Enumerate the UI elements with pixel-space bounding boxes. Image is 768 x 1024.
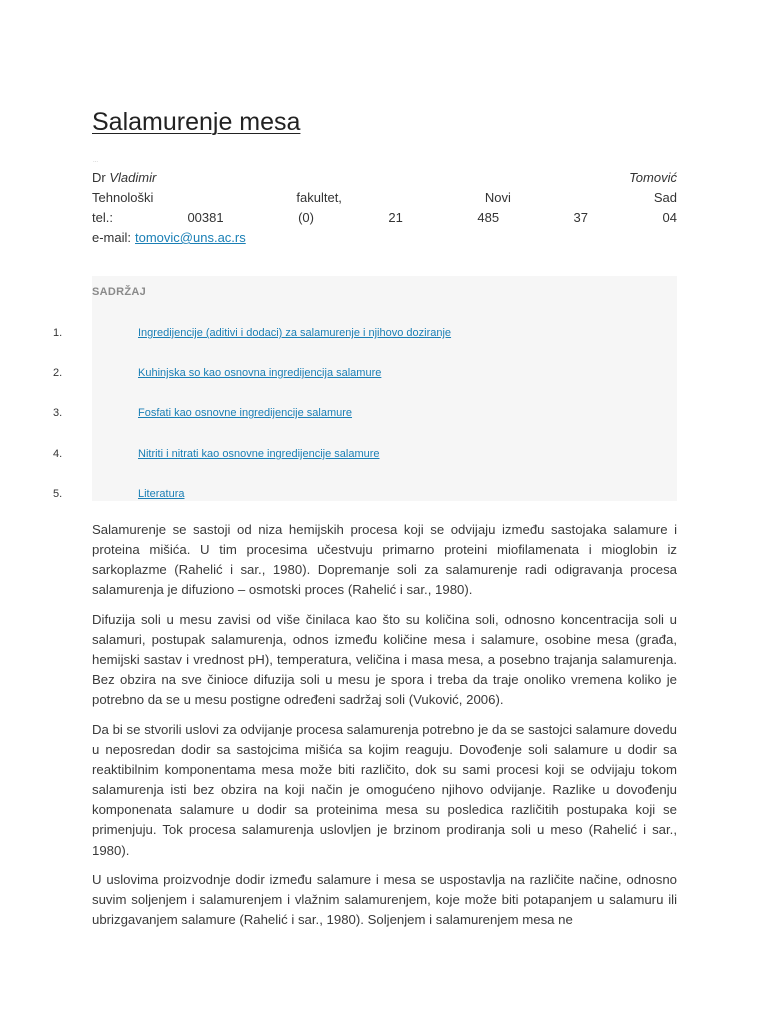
phone-part: 485 <box>477 210 500 225</box>
author-name-line <box>92 168 677 188</box>
author-phone-line <box>92 208 677 228</box>
toc-item-number: 4. <box>53 448 63 460</box>
email-label: e-mail: <box>92 230 132 245</box>
author-prefix <box>92 168 156 188</box>
author-block <box>92 168 677 248</box>
author-title: Dr <box>92 170 106 185</box>
phone-part: 37 <box>573 210 588 225</box>
toc-item-number: 5. <box>53 488 63 500</box>
toc-item <box>0 327 677 345</box>
body-paragraph: Salamurenje se sastoji od niza hemijskih procesa koji se odvijaju između sastojaka salamure i proteina mišića. U tim procesima učestvuju primarno proteini miofilamenata i mioglobin iz sarkoplazme (Rahelić i sar., 1980). Dopremanje soli za salamurenje radi odigravanja procesa salamurenja je difuziono – osmotski proces (Rahelić i sar., 1980). <box>92 522 677 598</box>
body-paragraph: Difuzija soli u mesu zavisi od više činilaca kao što su količina soli, odnosno koncentracija soli u salamuri, postupak salamurenja, odnos između količine mesa i salamure, osobine mesa (građa, hemijski sastav i vrednost pH), temperatura, veličina i masa mesa, a posebno trajanja salamurenja. Bez obzira na sve činioce difuzija soli u mesu je spora i treba da traje onoliko vremena koliko je potrebno da se u mesu postigne određeni sadržaj soli (Vuković, 2006). <box>92 612 677 708</box>
affiliation-word: Tehnološki <box>92 190 154 205</box>
affiliation-word: Sad <box>653 190 677 205</box>
author-email-line <box>92 228 677 248</box>
toc-item-number: 1. <box>53 327 63 339</box>
toc-item-link[interactable]: Ingredijencije (aditivi i dodaci) za salamurenje i njihovo doziranje <box>138 327 452 339</box>
affiliation-word: fakultet, <box>296 190 342 205</box>
toc-item-link[interactable]: Literatura <box>138 488 185 500</box>
phone-part: (0) <box>298 210 314 225</box>
phone-part: 04 <box>662 210 677 225</box>
toc-item-number: 2. <box>53 367 63 379</box>
phone-part: 21 <box>388 210 403 225</box>
toc-item <box>0 448 677 466</box>
body-paragraph: Da bi se stvorili uslovi za odvijanje procesa salamurenja potrebno je da se sastojci salamure dovedu u neposredan dodir sa sastojcima mišića sa kojim reaguju. Dovođenje soli salamure u dodir sa reaktibilnim komponentama mesa može biti različito, dok su sami procesi koji se odvijaju tokom salamurenja isti bez obzira na koji način je omogućeno njihovo odvijanje. Razlike u dovođenju komponenata salamure u dodir sa proteinima mesa su posledica različitih postupaka koji se primenjuju. Tok procesa salamurenja uslovljen je brzinom prodiranja soli u meso (Rahelić i sar., 1980). <box>92 722 677 858</box>
body-paragraph: U uslovima proizvodnje dodir između salamure i mesa se uspostavlja na različite načine, odnosno suvim soljenjem i salamurenjem i vlažnim salamurenjem, koje može biti potapanjem u salamuru ili ubrizgavanjem salamure (Rahelić i sar., 1980). Soljenjem i salamurenjem mesa ne <box>92 872 677 928</box>
author-last-name: Tomović <box>629 170 677 185</box>
toc-item-link[interactable]: Fosfati kao osnovne ingredijencije salamure <box>138 407 353 419</box>
phone-part: tel.: <box>92 210 113 225</box>
phone-part: 00381 <box>187 210 224 225</box>
toc-item <box>0 367 677 385</box>
page-title: Salamurenje mesa <box>92 108 301 136</box>
toc-item-link[interactable]: Nitriti i nitrati kao osnovne ingredijencije salamure <box>138 448 380 460</box>
toc-heading: SADRŽAJ <box>92 286 147 298</box>
table-of-contents <box>92 276 677 501</box>
toc-item <box>0 488 677 506</box>
author-first-name: Vladimir <box>109 170 157 185</box>
author-affiliation-line <box>92 188 677 208</box>
toc-item <box>0 407 677 425</box>
affiliation-word: Novi <box>484 190 511 205</box>
tiny-mark: ... <box>93 158 99 164</box>
toc-item-link[interactable]: Kuhinjska so kao osnovna ingredijencija salamure <box>138 367 382 379</box>
toc-item-number: 3. <box>53 407 63 419</box>
email-link[interactable]: tomovic@uns.ac.rs <box>135 230 246 245</box>
